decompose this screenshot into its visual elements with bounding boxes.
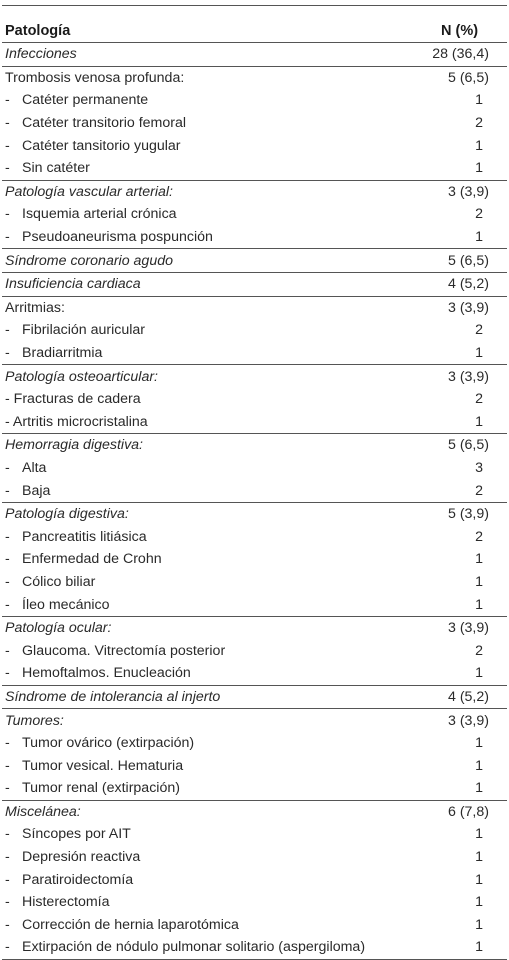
row-value: 28 (36,4) bbox=[432, 46, 489, 63]
row-label-text: Baja bbox=[22, 482, 51, 499]
row-value: 1 bbox=[475, 735, 483, 752]
row-label bbox=[2, 574, 411, 590]
row-dash: - bbox=[5, 573, 10, 590]
row-value: 1 bbox=[475, 596, 483, 613]
row-label-text: Isquemia arterial crónica bbox=[22, 206, 177, 223]
row-value: 2 bbox=[475, 322, 483, 339]
row-dash: - bbox=[5, 551, 10, 568]
row-label-text: Síndrome coronario agudo bbox=[5, 252, 173, 269]
row-label bbox=[2, 643, 411, 659]
row-value: 2 bbox=[475, 482, 483, 499]
row-value: 1 bbox=[475, 849, 483, 866]
row-label bbox=[2, 620, 417, 636]
row-label bbox=[2, 735, 411, 751]
pathology-table bbox=[2, 5, 507, 960]
row-value: 2 bbox=[475, 115, 483, 132]
row-label bbox=[2, 713, 417, 729]
table-group-row bbox=[2, 616, 507, 640]
table-row bbox=[2, 457, 507, 480]
table-row bbox=[2, 823, 507, 846]
row-value: 4 (5,2) bbox=[447, 276, 489, 293]
row-label-text: Íleo mecánico bbox=[22, 596, 110, 613]
row-label-text: Arritmias: bbox=[5, 299, 65, 316]
row-value: 1 bbox=[475, 939, 483, 956]
table-group-row bbox=[2, 502, 507, 526]
header-pathology: Patología bbox=[5, 23, 71, 39]
row-value: 6 (7,8) bbox=[447, 803, 489, 820]
row-label-text: Pseudoaneurisma pospunción bbox=[22, 229, 213, 246]
row-label-text: Fibrilación auricular bbox=[22, 322, 146, 339]
row-label-text: Insuficiencia cardiaca bbox=[5, 276, 141, 293]
row-value: 5 (6,5) bbox=[447, 437, 489, 454]
row-label-text: Glaucoma. Vitrectomía posterior bbox=[22, 642, 226, 659]
row-label bbox=[2, 689, 417, 705]
row-label-text: Tumor renal (extirpación) bbox=[22, 780, 180, 797]
table-row bbox=[2, 639, 507, 662]
row-dash: - bbox=[5, 735, 10, 752]
row-dash: - bbox=[5, 849, 10, 866]
row-label-text: Patología vascular arterial: bbox=[5, 183, 173, 200]
row-label bbox=[2, 138, 411, 154]
row-label-text: Trombosis venosa profunda: bbox=[5, 69, 185, 86]
row-label bbox=[2, 253, 417, 269]
row-label-text: Tumores: bbox=[5, 712, 64, 729]
table-group-row bbox=[2, 364, 507, 388]
row-label bbox=[2, 345, 411, 361]
row-label-text: - Fracturas de cadera bbox=[5, 391, 141, 408]
row-label bbox=[2, 206, 411, 222]
row-dash: - bbox=[5, 482, 10, 499]
row-value: 5 (3,9) bbox=[447, 506, 489, 523]
row-label-text: Paratiroidectomía bbox=[22, 871, 134, 888]
table-row bbox=[2, 777, 507, 800]
row-label-text: Bradiarritmia bbox=[22, 345, 103, 362]
table-row bbox=[2, 134, 507, 157]
row-value: 1 bbox=[475, 916, 483, 933]
row-value: 5 (6,5) bbox=[447, 252, 489, 269]
row-label bbox=[2, 414, 411, 430]
row-label bbox=[2, 758, 411, 774]
row-dash: - bbox=[5, 596, 10, 613]
row-label bbox=[2, 115, 411, 131]
row-label bbox=[2, 780, 411, 796]
row-value: 3 (3,9) bbox=[447, 368, 489, 385]
row-value: 1 bbox=[475, 551, 483, 568]
row-dash: - bbox=[5, 780, 10, 797]
table-group-row bbox=[2, 180, 507, 204]
row-dash: - bbox=[5, 939, 10, 956]
row-value: 1 bbox=[475, 826, 483, 843]
table-row bbox=[2, 525, 507, 548]
table-row bbox=[2, 203, 507, 226]
table-row bbox=[2, 571, 507, 594]
row-label-text: Hemorragia digestiva: bbox=[5, 437, 143, 454]
row-label-text: Patología digestiva: bbox=[5, 506, 129, 523]
row-dash: - bbox=[5, 826, 10, 843]
row-label-text: Sin catéter bbox=[22, 160, 90, 177]
header-count: N (%) bbox=[441, 23, 479, 39]
row-label bbox=[2, 369, 417, 385]
row-label bbox=[2, 665, 411, 681]
table-row bbox=[2, 548, 507, 571]
row-value: 1 bbox=[475, 780, 483, 797]
row-dash: - bbox=[5, 642, 10, 659]
row-dash: - bbox=[5, 160, 10, 177]
row-label-text: Catéter tansitorio yugular bbox=[22, 137, 181, 154]
row-value: 1 bbox=[475, 92, 483, 109]
table-group-row bbox=[2, 296, 507, 320]
row-value: 1 bbox=[475, 757, 483, 774]
table-row bbox=[2, 732, 507, 755]
row-label bbox=[2, 939, 411, 955]
row-value: 1 bbox=[475, 229, 483, 246]
row-label-text: Depresión reactiva bbox=[22, 849, 141, 866]
table-row bbox=[2, 479, 507, 502]
row-dash: - bbox=[5, 459, 10, 476]
table-row bbox=[2, 319, 507, 342]
row-label bbox=[2, 160, 411, 176]
row-value: 1 bbox=[475, 573, 483, 590]
table-group-row bbox=[2, 433, 507, 457]
row-label-text: Cólico biliar bbox=[22, 573, 96, 590]
row-label bbox=[2, 437, 417, 453]
table-group-row bbox=[2, 66, 507, 90]
row-label-text: Tumor vesical. Hematuria bbox=[22, 757, 184, 774]
row-dash: - bbox=[5, 115, 10, 132]
row-value: 3 (3,9) bbox=[447, 712, 489, 729]
table-row bbox=[2, 593, 507, 616]
row-value: 1 bbox=[475, 137, 483, 154]
row-label bbox=[2, 826, 411, 842]
table-group-row bbox=[2, 43, 507, 66]
table-row bbox=[2, 411, 507, 434]
row-value: 3 (3,9) bbox=[447, 620, 489, 637]
row-label-text: Síndrome de intolerancia al injerto bbox=[5, 688, 221, 705]
row-label-text: Pancreatitis litiásica bbox=[22, 528, 147, 545]
table-row bbox=[2, 388, 507, 411]
row-label bbox=[2, 322, 411, 338]
row-value: 1 bbox=[475, 665, 483, 682]
row-value: 2 bbox=[475, 206, 483, 223]
table-header bbox=[2, 5, 507, 43]
row-label bbox=[2, 894, 411, 910]
row-dash: - bbox=[5, 345, 10, 362]
row-dash: - bbox=[5, 894, 10, 911]
table-row bbox=[2, 846, 507, 869]
table-group-row bbox=[2, 708, 507, 732]
row-label bbox=[2, 849, 411, 865]
table-row bbox=[2, 868, 507, 891]
row-label bbox=[2, 506, 417, 522]
row-value: 3 (3,9) bbox=[447, 183, 489, 200]
table-row bbox=[2, 89, 507, 112]
row-label bbox=[2, 804, 417, 820]
row-dash: - bbox=[5, 528, 10, 545]
row-value: 5 (6,5) bbox=[447, 69, 489, 86]
row-dash: - bbox=[5, 322, 10, 339]
row-label bbox=[2, 872, 411, 888]
row-value: 4 (5,2) bbox=[447, 688, 489, 705]
row-label-text: Miscelánea: bbox=[5, 803, 81, 820]
row-label bbox=[2, 391, 411, 407]
row-value: 1 bbox=[475, 871, 483, 888]
row-dash: - bbox=[5, 92, 10, 109]
row-label-text: Extirpación de nódulo pulmonar solitario (aspergiloma) bbox=[22, 939, 366, 956]
row-label-text: Catéter transitorio femoral bbox=[22, 115, 187, 132]
table-row bbox=[2, 342, 507, 365]
table-body bbox=[2, 43, 507, 960]
row-label bbox=[2, 92, 411, 108]
row-label bbox=[2, 229, 411, 245]
row-label-text: Alta bbox=[22, 459, 47, 476]
row-value: 1 bbox=[475, 413, 483, 430]
row-dash: - bbox=[5, 137, 10, 154]
row-label-text: Corrección de hernia laparotómica bbox=[22, 916, 239, 933]
table-group-row bbox=[2, 685, 507, 709]
row-label-text: Infecciones bbox=[5, 46, 77, 63]
table-row bbox=[2, 112, 507, 135]
row-label-text: Patología osteoarticular: bbox=[5, 368, 159, 385]
row-label bbox=[2, 551, 411, 567]
row-label bbox=[2, 70, 417, 86]
row-label bbox=[2, 300, 417, 316]
table-group-row bbox=[2, 272, 507, 296]
row-label bbox=[2, 276, 417, 292]
row-label bbox=[2, 460, 411, 476]
row-value: 2 bbox=[475, 391, 483, 408]
row-value: 3 (3,9) bbox=[447, 299, 489, 316]
row-label bbox=[2, 529, 411, 545]
table-group-row bbox=[2, 800, 507, 824]
table-row bbox=[2, 914, 507, 937]
table-row bbox=[2, 157, 507, 180]
row-value: 3 bbox=[475, 459, 483, 476]
row-value: 1 bbox=[475, 894, 483, 911]
table-row bbox=[2, 891, 507, 914]
row-label bbox=[2, 917, 411, 933]
row-value: 2 bbox=[475, 528, 483, 545]
row-label-text: Síncopes por AIT bbox=[22, 826, 131, 843]
row-label-text: Enfermedad de Crohn bbox=[22, 551, 162, 568]
row-dash: - bbox=[5, 757, 10, 774]
row-label bbox=[2, 483, 411, 499]
row-value: 1 bbox=[475, 345, 483, 362]
row-label-text: Histerectomía bbox=[22, 894, 110, 911]
row-dash: - bbox=[5, 229, 10, 246]
table-row bbox=[2, 662, 507, 685]
row-label-text: Hemoftalmos. Enucleación bbox=[22, 665, 191, 682]
row-label-text: - Artritis microcristalina bbox=[5, 413, 148, 430]
row-dash: - bbox=[5, 665, 10, 682]
row-value: 2 bbox=[475, 642, 483, 659]
row-label bbox=[2, 184, 417, 200]
row-label-text: Tumor ovárico (extirpación) bbox=[22, 735, 195, 752]
row-value: 1 bbox=[475, 160, 483, 177]
table-row bbox=[2, 754, 507, 777]
row-label-text: Catéter permanente bbox=[22, 92, 149, 109]
table-row bbox=[2, 226, 507, 249]
row-dash: - bbox=[5, 871, 10, 888]
row-label bbox=[2, 46, 417, 62]
table-row bbox=[2, 936, 507, 960]
table-group-row bbox=[2, 248, 507, 272]
row-label bbox=[2, 597, 411, 613]
row-dash: - bbox=[5, 206, 10, 223]
row-label-text: Patología ocular: bbox=[5, 620, 112, 637]
row-dash: - bbox=[5, 916, 10, 933]
